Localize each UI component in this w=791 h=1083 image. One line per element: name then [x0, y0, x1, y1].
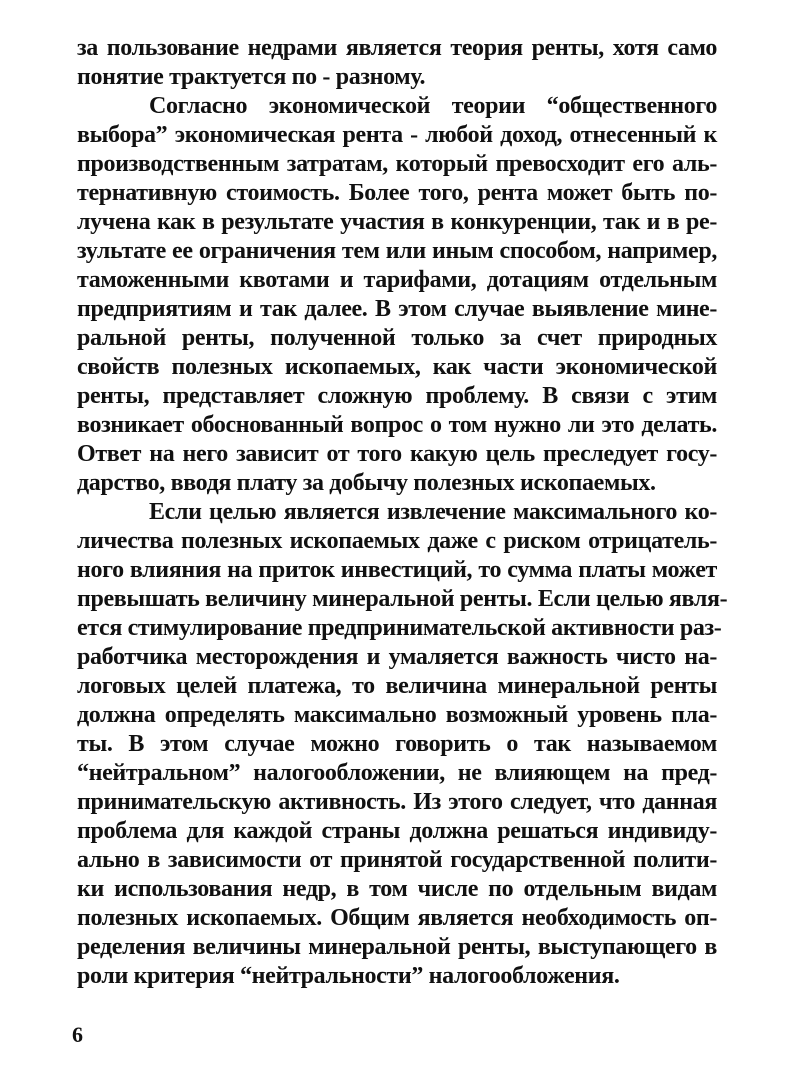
paragraph [77, 34, 717, 92]
text-line: предприятиям и так далее. В этом случае выявление мине- [77, 296, 717, 322]
text-line: Согласно экономической теории “общественного [149, 93, 717, 119]
paragraph [77, 498, 728, 991]
text-line: производственным затратам, который превосходит его аль- [77, 151, 717, 177]
text-line: ральной ренты, полученной только за счет природных [77, 325, 717, 351]
text-line: лучена как в результате участия в конкуренции, так и в ре- [77, 209, 717, 235]
text-line: ты. В этом случае можно говорить о так называемом [77, 731, 717, 757]
text-line: таможенными квотами и тарифами, дотациям отдельным [77, 267, 717, 293]
text-line: логовых целей платежа, то величина минеральной ренты [77, 673, 717, 699]
text-line: ально в зависимости от принятой государственной полити- [77, 847, 717, 873]
text-line: ки использования недр, в том числе по отдельным видам [77, 876, 717, 902]
text-line: тернативную стоимость. Более того, рента может быть по- [77, 180, 717, 206]
text-line: личества полезных ископаемых даже с риском отрицатель- [77, 528, 717, 554]
text-line: принимательскую активность. Из этого следует, что данная [77, 789, 717, 815]
text-line: полезных ископаемых. Общим является необходимость оп- [77, 905, 717, 931]
text-line: дарство, вводя плату за добычу полезных ископаемых. [77, 470, 656, 496]
text-line: Если целью является извлечение максимального ко- [149, 499, 717, 525]
text-line: роли критерия “нейтральности” налогообложения. [77, 963, 620, 989]
page-number: 6 [72, 1022, 83, 1047]
text-line: ределения величины минеральной ренты, выступающего в [77, 934, 717, 960]
text-line: должна определять максимально возможный уровень пла- [77, 702, 717, 728]
text-line: ренты, представляет сложную проблему. В связи с этим [77, 383, 717, 409]
text-line: свойств полезных ископаемых, как части экономической [77, 354, 717, 380]
text-line: зультате ее ограничения тем или иным способом, например, [77, 238, 717, 264]
text-line: понятие трактуется по - разному. [77, 64, 426, 90]
text-line: выбора” экономическая рента - любой доход, отнесенный к [77, 122, 717, 148]
text-line: возникает обоснованный вопрос о том нужно ли это делать. [77, 412, 717, 438]
body-text [77, 34, 728, 991]
text-line: проблема для каждой страны должна решаться индивиду- [77, 818, 717, 844]
text-line: “нейтральном” налогообложении, не влияющем на пред- [77, 760, 717, 786]
text-line: превышать величину минеральной ренты. Если целью явля- [77, 586, 728, 612]
text-line: Ответ на него зависит от того какую цель преследует госу- [77, 441, 717, 467]
text-line: работчика месторождения и умаляется важность чисто на- [77, 644, 717, 670]
paragraph [77, 92, 717, 498]
text-line: за пользование недрами является теория ренты, хотя само [77, 35, 717, 61]
text-line: ется стимулирование предпринимательской активности раз- [77, 615, 722, 641]
text-line: ного влияния на приток инвестиций, то сумма платы может [77, 557, 717, 583]
